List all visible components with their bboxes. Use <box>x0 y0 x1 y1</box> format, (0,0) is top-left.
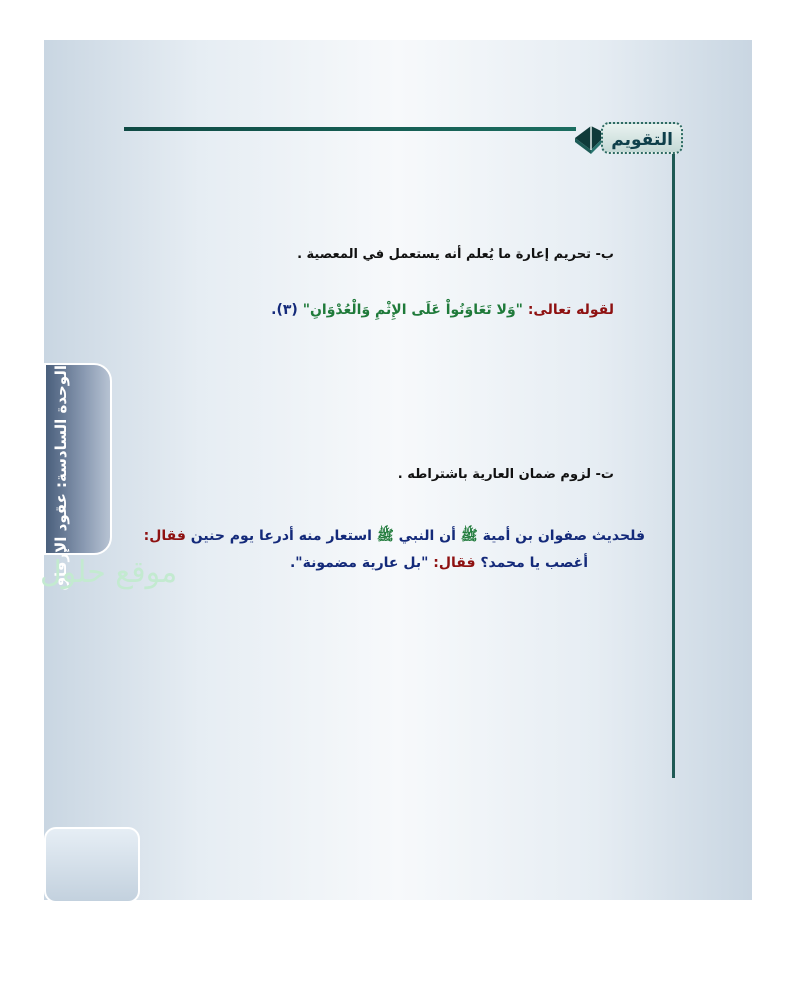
honorific-glyph: ﷺ <box>376 528 394 544</box>
unit-title: الوحدة السادسة: عقود الإرفاق <box>52 365 70 591</box>
hadith-line-1 <box>144 527 645 547</box>
hadith-text: أن النبي <box>393 528 461 544</box>
honorific-glyph: ﷺ <box>460 528 478 544</box>
vertical-rule <box>672 150 675 778</box>
evidence-intro: لقوله تعالى: <box>522 302 614 318</box>
watermark: موقع حلول <box>40 555 178 590</box>
section-title: التقويم <box>611 130 673 150</box>
item-b-text: ب- تحريم إعارة ما يُعلم أنه يستعمل في المعصية . <box>297 247 614 262</box>
faqal-label: فقال: <box>143 528 186 544</box>
quran-verse: "وَلا تَعَاوَنُواْ عَلَى الإِثْمِ وَالْعُدْوَانِ" <box>302 302 523 318</box>
section-badge <box>571 118 683 158</box>
hadith-text: استعار منه أدرعا يوم حنين <box>185 528 377 544</box>
hadith-quote: "بل عارية مضمونة". <box>289 555 429 571</box>
header-rule <box>124 127 576 131</box>
page-corner-box <box>44 827 140 903</box>
badge-frame <box>601 122 683 154</box>
hadith-text: أغصب يا محمد؟ <box>475 555 588 571</box>
hadith-text: فلحديث صفوان بن أمية <box>477 528 645 544</box>
item-t-text: ت- لزوم ضمان العارية باشتراطه . <box>397 467 614 482</box>
hadith-line-2 <box>290 555 588 571</box>
verse-reference: (٣). <box>271 302 303 318</box>
item-b-evidence <box>271 302 614 318</box>
faqal-label: فقال: <box>428 555 476 571</box>
